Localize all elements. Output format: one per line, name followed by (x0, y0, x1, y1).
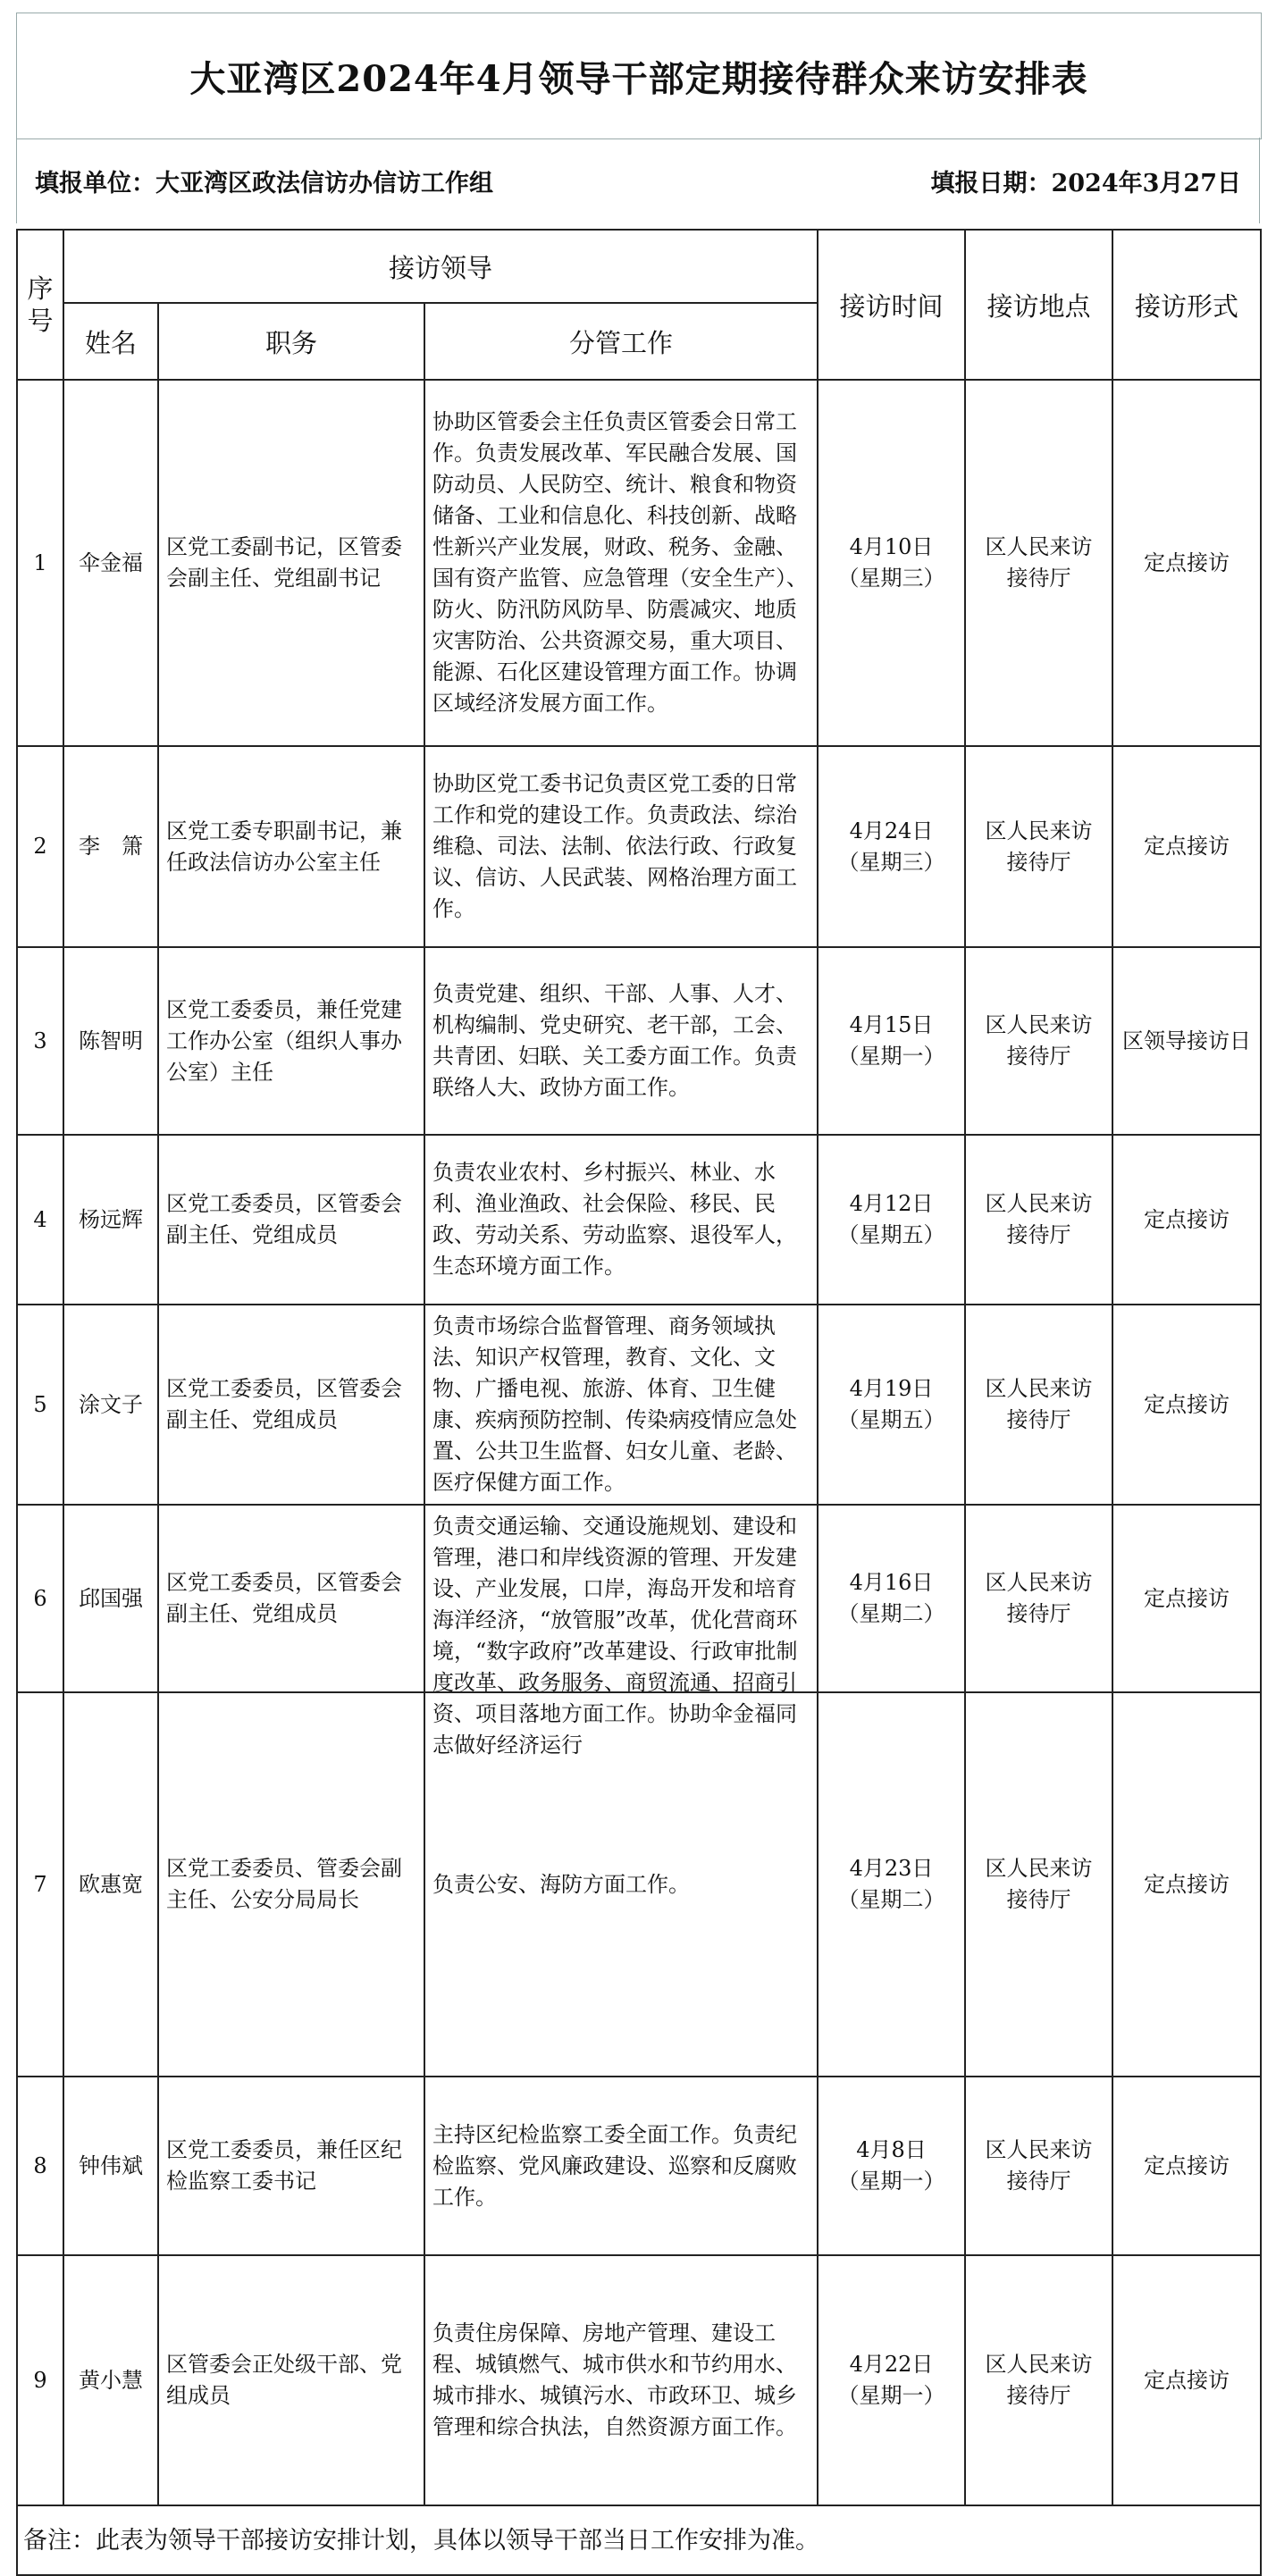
row-time: 4月12日 （星期五） (818, 1135, 965, 1305)
row-name: 陈智明 (63, 947, 158, 1135)
header-form: 接访形式 (1112, 230, 1261, 380)
row-place: 区人民来访接待厅 (965, 2077, 1112, 2255)
page-title: 大亚湾区2024年4月领导干部定期接待群众来访安排表 (189, 57, 1088, 100)
row-seq: 5 (17, 1305, 63, 1505)
table-row (17, 380, 1261, 746)
row-duties: 负责住房保障、房地产管理、建设工程、城镇燃气、城市供水和节约用水、城市排水、城镇污水、市政环卫、城乡管理和综合执法，自然资源方面工作。 (424, 2255, 818, 2505)
table-row (17, 2077, 1261, 2255)
table-row (17, 1305, 1261, 1505)
row-seq: 9 (17, 2255, 63, 2505)
header-name: 姓名 (63, 303, 158, 380)
table-row (17, 1135, 1261, 1305)
row-position: 区管委会正处级干部、党组成员 (158, 2255, 424, 2505)
title-box (16, 13, 1262, 139)
row-form: 定点接访 (1112, 1692, 1261, 2077)
row-form: 定点接访 (1112, 380, 1261, 746)
row-time: 4月8日 （星期一） (818, 2077, 965, 2255)
row-position: 区党工委专职副书记，兼任政法信访办公室主任 (158, 746, 424, 947)
row-position: 区党工委委员、管委会副主任、公安分局局长 (158, 1692, 424, 2077)
row-seq: 4 (17, 1135, 63, 1305)
row-form: 定点接访 (1112, 746, 1261, 947)
row-place: 区人民来访接待厅 (965, 2255, 1112, 2505)
row-name: 邱国强 (63, 1505, 158, 1692)
reporting-unit: 填报单位：大亚湾区政法信访办信访工作组 (35, 169, 493, 197)
row-duties: 协助区党工委书记负责区党工委的日常工作和党的建设工作。负责政法、综治维稳、司法、法制、依法行政、行政复议、信访、人民武装、网格治理方面工作。 (424, 746, 818, 947)
row-time: 4月10日 （星期三） (818, 380, 965, 746)
row-form: 定点接访 (1112, 1305, 1261, 1505)
row-time: 4月15日 （星期一） (818, 947, 965, 1135)
row-place: 区人民来访接待厅 (965, 1135, 1112, 1305)
row-duties: 负责党建、组织、干部、人事、人才、机构编制、党史研究、老干部，工会、共青团、妇联、关工委方面工作。负责联络人大、政协方面工作。 (424, 947, 818, 1135)
row-name: 伞金福 (63, 380, 158, 746)
header-leader-group: 接访领导 (63, 230, 818, 303)
info-row (16, 138, 1260, 223)
row-time: 4月23日 （星期二） (818, 1692, 965, 2077)
row-form: 定点接访 (1112, 1505, 1261, 1692)
row-position: 区党工委委员，兼任党建工作办公室（组织人事办公室）主任 (158, 947, 424, 1135)
row-seq: 8 (17, 2077, 63, 2255)
row-position: 区党工委委员，兼任区纪检监察工委书记 (158, 2077, 424, 2255)
header-duties: 分管工作 (424, 303, 818, 380)
row-place: 区人民来访接待厅 (965, 380, 1112, 746)
row-name: 欧惠宽 (63, 1692, 158, 2077)
row-name: 李 箫 (63, 746, 158, 947)
row-time: 4月24日 （星期三） (818, 746, 965, 947)
table-row (17, 746, 1261, 947)
header-time: 接访时间 (818, 230, 965, 380)
row-form: 区领导接访日 (1112, 947, 1261, 1135)
schedule-table (16, 229, 1262, 2576)
row-name: 黄小慧 (63, 2255, 158, 2505)
row-place: 区人民来访接待厅 (965, 1692, 1112, 2077)
table-row (17, 947, 1261, 1135)
row-form: 定点接访 (1112, 2255, 1261, 2505)
row-position: 区党工委委员，区管委会副主任、党组成员 (158, 1305, 424, 1505)
row-place: 区人民来访接待厅 (965, 746, 1112, 947)
row-seq: 3 (17, 947, 63, 1135)
row-name: 钟伟斌 (63, 2077, 158, 2255)
row-duties: 负责公安、海防方面工作。 (424, 1692, 818, 2077)
table-row (17, 2255, 1261, 2505)
row-duties: 主持区纪检监察工委全面工作。负责纪检监察、党风廉政建设、巡察和反腐败工作。 (424, 2077, 818, 2255)
row-duties: 负责农业农村、乡村振兴、林业、水利、渔业渔政、社会保险、移民、民政、劳动关系、劳动监察、退役军人，生态环境方面工作。 (424, 1135, 818, 1305)
header-place: 接访地点 (965, 230, 1112, 380)
row-name: 杨远辉 (63, 1135, 158, 1305)
header-position: 职务 (158, 303, 424, 380)
row-position: 区党工委委员，区管委会副主任、党组成员 (158, 1505, 424, 1692)
row-time: 4月16日 （星期二） (818, 1505, 965, 1692)
row-seq: 7 (17, 1692, 63, 2077)
row-position: 区党工委副书记，区管委会副主任、党组副书记 (158, 380, 424, 746)
row-time: 4月19日 （星期五） (818, 1305, 965, 1505)
row-time: 4月22日 （星期一） (818, 2255, 965, 2505)
table-row (17, 1505, 1261, 1692)
row-position: 区党工委委员，区管委会副主任、党组成员 (158, 1135, 424, 1305)
header-seq: 序号 (17, 230, 63, 380)
row-place: 区人民来访接待厅 (965, 1305, 1112, 1505)
row-seq: 1 (17, 380, 63, 746)
row-duties: 协助区管委会主任负责区管委会日常工作。负责发展改革、军民融合发展、国防动员、人民防空、统计、粮食和物资储备、工业和信息化、科技创新、战略性新兴产业发展，财政、税务、金融、国有资产监管、应急管理（安全生产）、防火、防汛防风防旱、防震减灾、地质灾害防治、公共资源交易，重大项目、能源、石化区建设管理方面工作。协调区域经济发展方面工作。 (424, 380, 818, 746)
row-seq: 6 (17, 1505, 63, 1692)
row-duties: 负责交通运输、交通设施规划、建设和管理，港口和岸线资源的管理、开发建设、产业发展，口岸，海岛开发和培育海洋经济，“放管服”改革，优化营商环境，“数字政府”改革建设、行政审批制度改革、政务服务、商贸流通、招商引资、项目落地方面工作。协助伞金福同志做好经济运行 (424, 1505, 818, 1692)
row-seq: 2 (17, 746, 63, 947)
footnote: 备注：此表为领导干部接访安排计划，具体以领导干部当日工作安排为准。 (17, 2505, 1261, 2575)
row-form: 定点接访 (1112, 1135, 1261, 1305)
row-duties: 负责市场综合监督管理、商务领域执法、知识产权管理，教育、文化、文物、广播电视、旅游、体育、卫生健康、疾病预防控制、传染病疫情应急处置、公共卫生监督、妇女儿童、老龄、医疗保健方面工作。 (424, 1305, 818, 1505)
table-row (17, 1692, 1261, 2077)
row-place: 区人民来访接待厅 (965, 947, 1112, 1135)
row-form: 定点接访 (1112, 2077, 1261, 2255)
row-place: 区人民来访接待厅 (965, 1505, 1112, 1692)
row-name: 涂文子 (63, 1305, 158, 1505)
reporting-date: 填报日期：2024年3月27日 (930, 169, 1241, 197)
